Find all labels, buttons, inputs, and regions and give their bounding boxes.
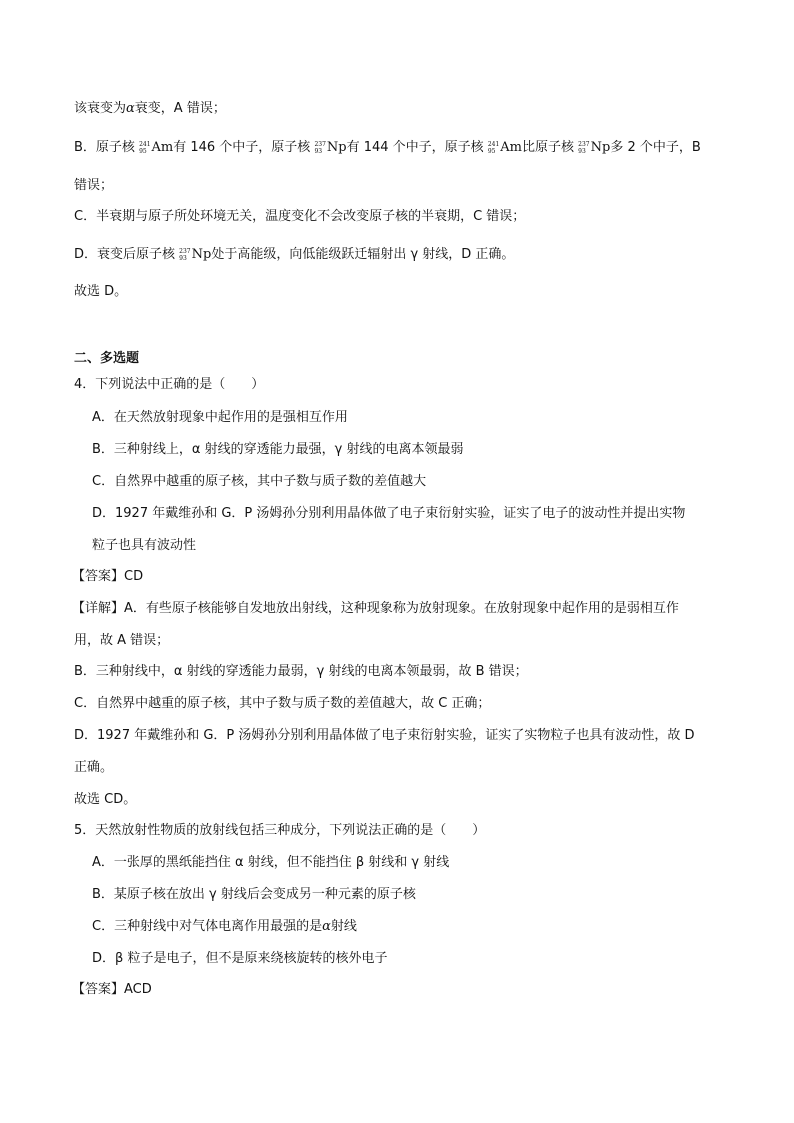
- question-4-option-a: A．在天然放射现象中起作用的是强相互作用: [92, 410, 348, 425]
- nuclide-np-237: [578, 139, 610, 157]
- section-title: 二、多选题: [74, 351, 140, 366]
- text: 错误；: [74, 178, 114, 193]
- question-5-stem: 5．天然放射性物质的放射线包括三种成分，下列说法正确的是（ ）: [74, 823, 486, 838]
- text: C．半衰期与原子所处环境无关，温度变化不会改变原子核的半衰期，C 错误；: [74, 209, 526, 224]
- prev-line-choice: [74, 283, 127, 301]
- text: D．衰变后原子核: [74, 247, 176, 262]
- prev-line-b-continued: [74, 177, 113, 195]
- atomic-number: 95: [139, 147, 147, 155]
- element-symbol: Am: [500, 140, 522, 155]
- prev-line-option-c: [74, 208, 525, 226]
- element-symbol: Am: [151, 140, 174, 155]
- text: 比原子核: [522, 140, 575, 155]
- atomic-number: 93: [578, 147, 586, 155]
- text: 射线: [330, 919, 357, 934]
- prev-line-option-d: [74, 246, 514, 264]
- text: 有 144 个中子，原子核: [346, 140, 484, 155]
- text: 多 2 个中子，B: [610, 140, 701, 155]
- question-4-explanation-a-continued: 用，故 A 错误；: [74, 633, 170, 648]
- question-4-option-d-continued: 粒子也具有波动性: [92, 538, 197, 553]
- mass-number: 237: [314, 140, 326, 148]
- question-4-answer: 【答案】CD: [72, 569, 144, 584]
- question-5-option-c: [92, 918, 357, 936]
- question-4-explanation-b: B．三种射线中，α 射线的穿透能力最弱，γ 射线的电离本领最弱，故 B 错误；: [74, 664, 528, 679]
- question-5-answer: 【答案】ACD: [72, 982, 152, 997]
- mass-number: 241: [139, 140, 151, 148]
- mass-number: 241: [487, 140, 500, 148]
- question-4-option-d: D．1927 年戴维孙和 G．P 汤姆孙分别利用晶体做了电子束衍射实验，证实了电子的波动性并提出实物: [92, 506, 686, 521]
- atomic-number: 93: [179, 254, 187, 262]
- atomic-number: 93: [314, 147, 323, 155]
- question-4-explanation-a: 【详解】A．有些原子核能够自发地放出射线，这种现象称为放射现象。在放射现象中起作用的是弱相互作: [72, 601, 679, 616]
- question-4-option-c: C．自然界中越重的原子核，其中子数与质子数的差值越大: [92, 474, 427, 489]
- element-symbol: Np: [191, 247, 212, 262]
- prev-line-option-b: [74, 139, 701, 157]
- text: C．三种射线中对气体电离作用最强的是: [92, 919, 323, 934]
- question-4-explanation-c: C．自然界中越重的原子核，其中子数与质子数的差值越大，故 C 正确；: [74, 696, 491, 711]
- mass-number: 237: [179, 247, 191, 255]
- text: 该衰变为: [74, 101, 127, 116]
- nuclide-np-237: [179, 246, 211, 264]
- question-5-option-a: A．一张厚的黑纸能挡住 α 射线，但不能挡住 β 射线和 γ 射线: [92, 855, 450, 870]
- text: 衰变，A 错误；: [134, 101, 226, 116]
- nuclide-am-241: [139, 139, 173, 157]
- question-5-option-b: B．某原子核在放出 γ 射线后会变成另一种元素的原子核: [92, 887, 416, 902]
- alpha-symbol: α: [322, 919, 331, 934]
- text: 有 146 个中子，原子核: [173, 140, 311, 155]
- element-symbol: Np: [326, 140, 347, 155]
- question-4-stem: 4．下列说法中正确的是（ ）: [74, 377, 265, 392]
- text: 故选 D。: [74, 284, 128, 299]
- text: B．原子核: [74, 140, 135, 155]
- question-5-option-d: D．β 粒子是电子，但不是原来绕核旋转的核外电子: [92, 951, 388, 966]
- prev-line-conclusion-alpha: [74, 100, 226, 118]
- nuclide-am-241: [488, 139, 522, 157]
- text: 处于高能级，向低能级跃迁辐射出 γ 射线，D 正确。: [211, 247, 515, 262]
- element-symbol: Np: [590, 140, 611, 155]
- nuclide-np-237: [314, 139, 346, 157]
- atomic-number: 95: [487, 147, 496, 155]
- question-4-option-b: B．三种射线上，α 射线的穿透能力最强，γ 射线的电离本领最弱: [92, 442, 464, 457]
- alpha-symbol: α: [126, 101, 135, 116]
- question-4-choice: 故选 CD。: [74, 792, 137, 807]
- question-4-explanation-d-continued: 正确。: [74, 760, 114, 775]
- mass-number: 237: [578, 140, 590, 148]
- question-4-explanation-d: D．1927 年戴维孙和 G．P 汤姆孙分别利用晶体做了电子束衍射实验，证实了实物粒子也具有波动性，故 D: [74, 728, 695, 743]
